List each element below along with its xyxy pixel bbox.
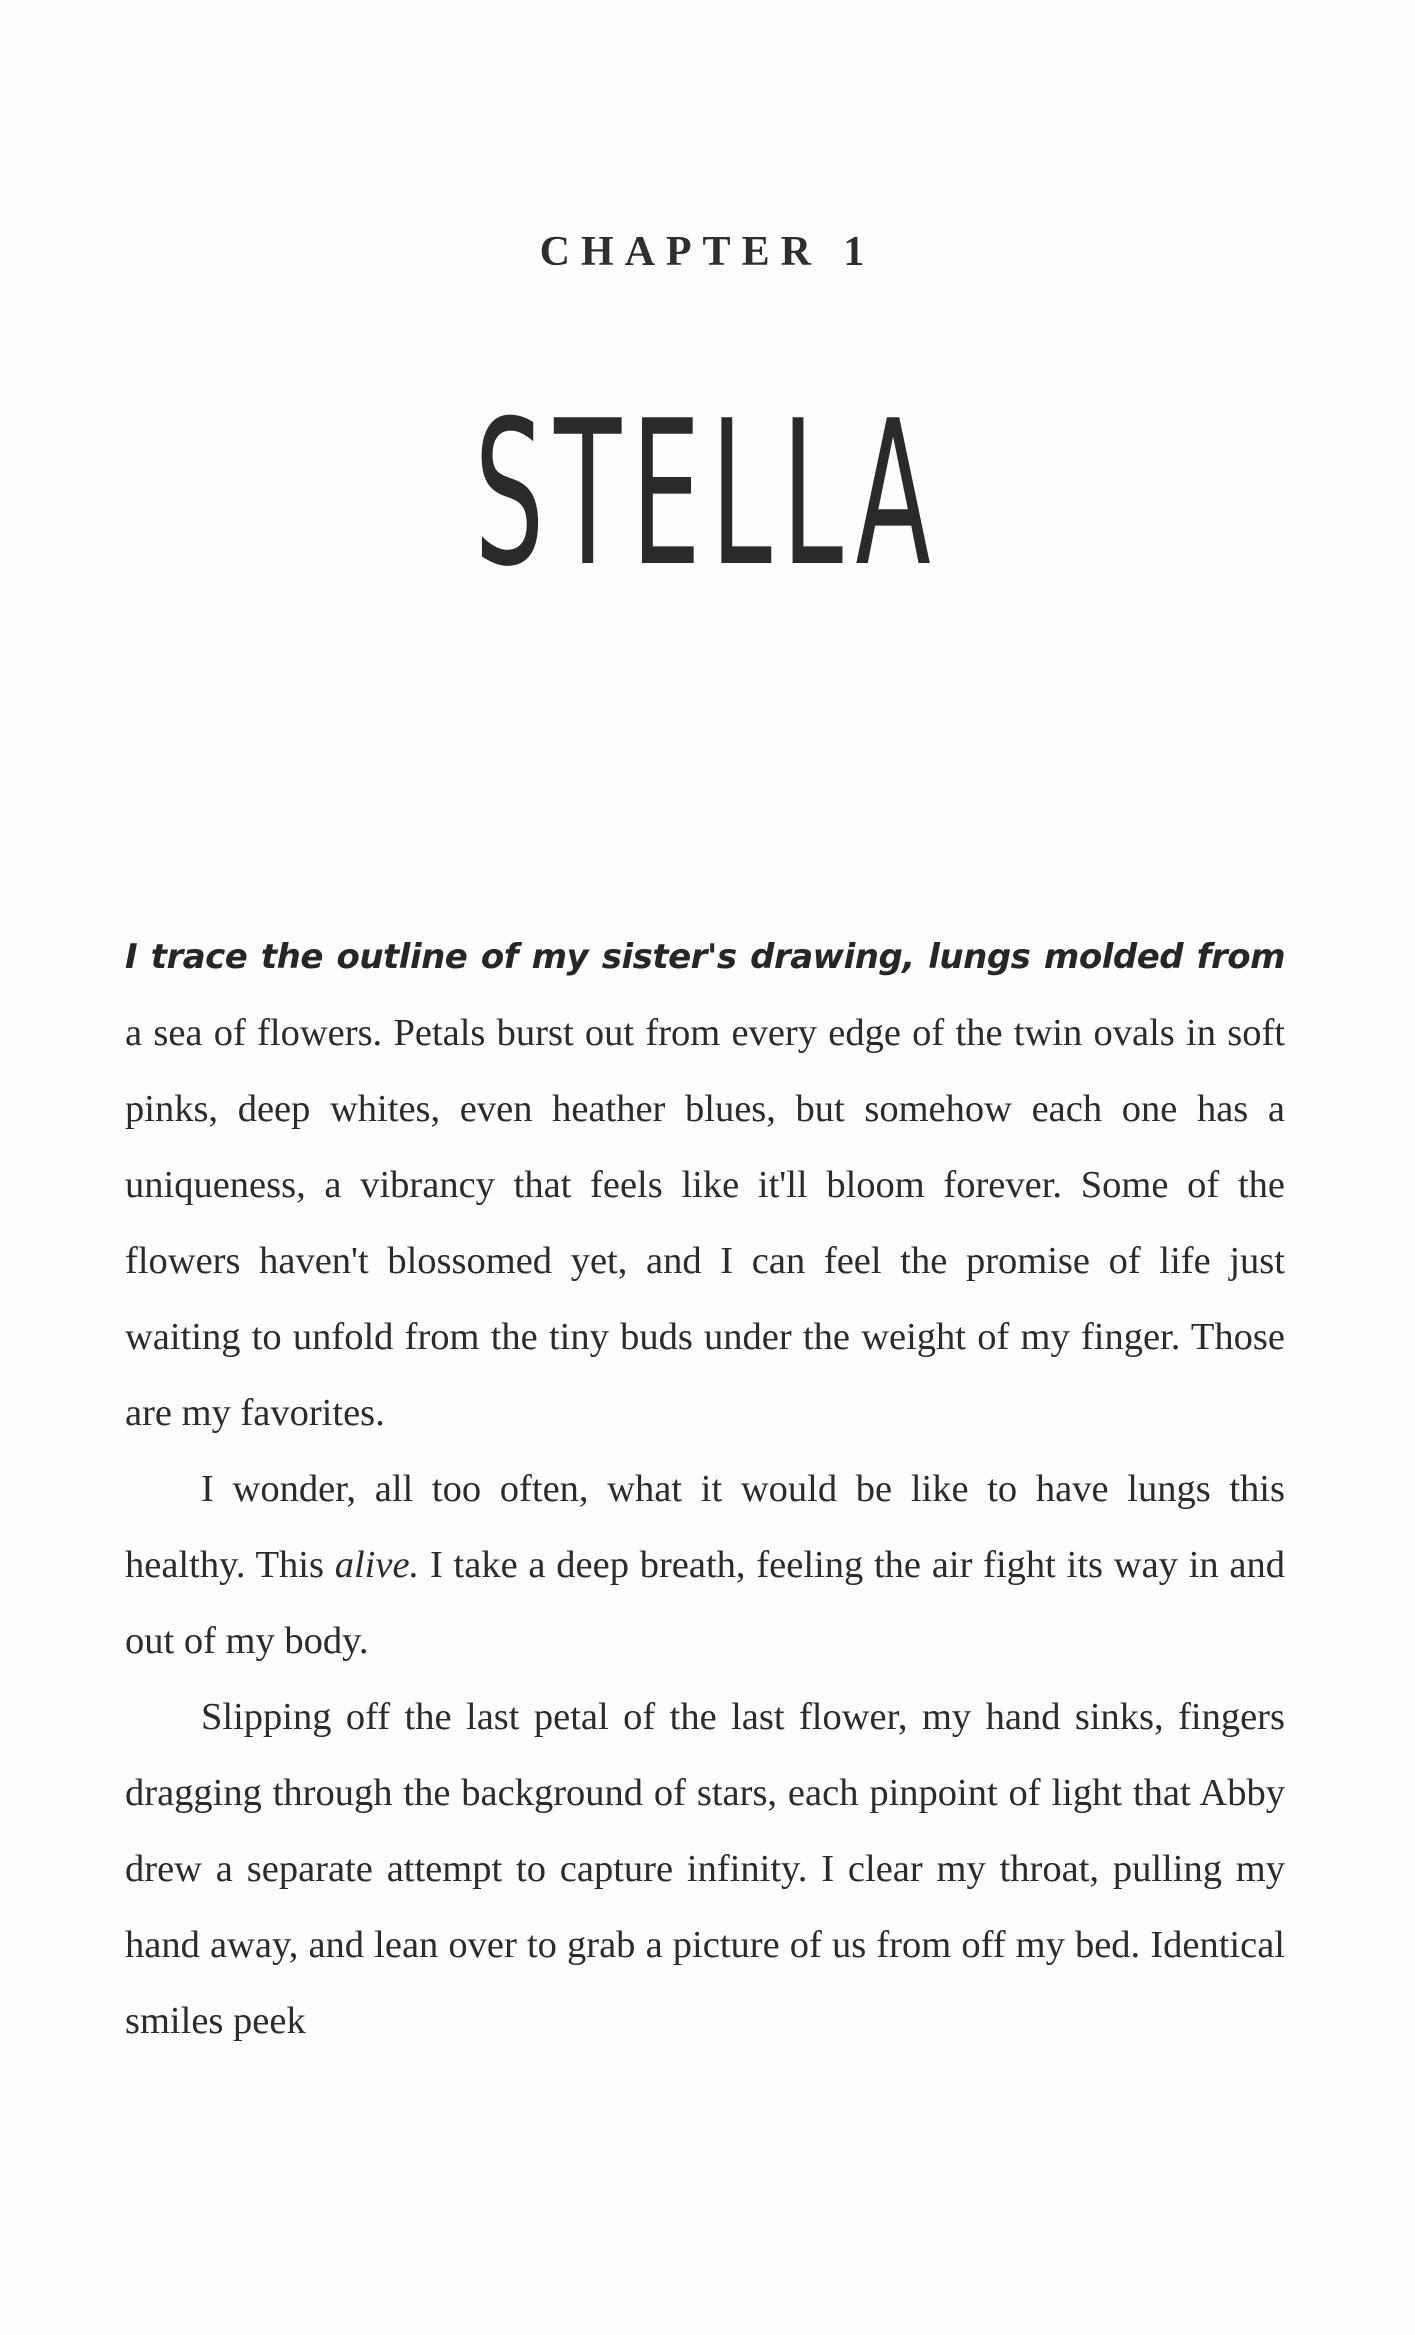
chapter-number: CHAPTER 1 [539,229,876,275]
paragraph-2 [125,1451,1285,1679]
paragraph-3 [125,1679,1285,2059]
paragraph-2-emphasis: alive. [334,1544,420,1586]
paragraph-2-text-after: I take a deep breath, feeling the air fight its way in and out of my body. [125,1544,1285,1662]
paragraph-3-text: Slipping off the last petal of the last flower, my hand sinks, fingers dragging through the background of stars, each pinpoint of light that Abby drew a separate attempt to capture infinity. I clear my throat, pulling my hand away, and lean over to grab a picture of us from off my bed. Identical smiles peek [125,1696,1285,2042]
paragraph-2-text-before: I wonder, all too often, what it would be like to have lungs this healthy. This [125,1468,1285,1586]
chapter-title: STELLA [474,378,941,611]
chapter-body [125,918,1285,2059]
lead-in-text: I trace the outline of my sister's drawing, lungs molded from [125,937,1285,977]
paragraph-1-text: a sea of flowers. Petals burst out from every edge of the twin ovals in soft pinks, deep whites, even heather blues, but somehow each one has a uniqueness, a vibrancy that feels like it'll bloom forever. Some of the flowers haven't blossomed yet, and I can feel the promise of life just waiting to unfold from the tiny buds under the weight of my finger. Those are my favorites. [125,1012,1285,1434]
paragraph-1 [125,918,1285,1451]
